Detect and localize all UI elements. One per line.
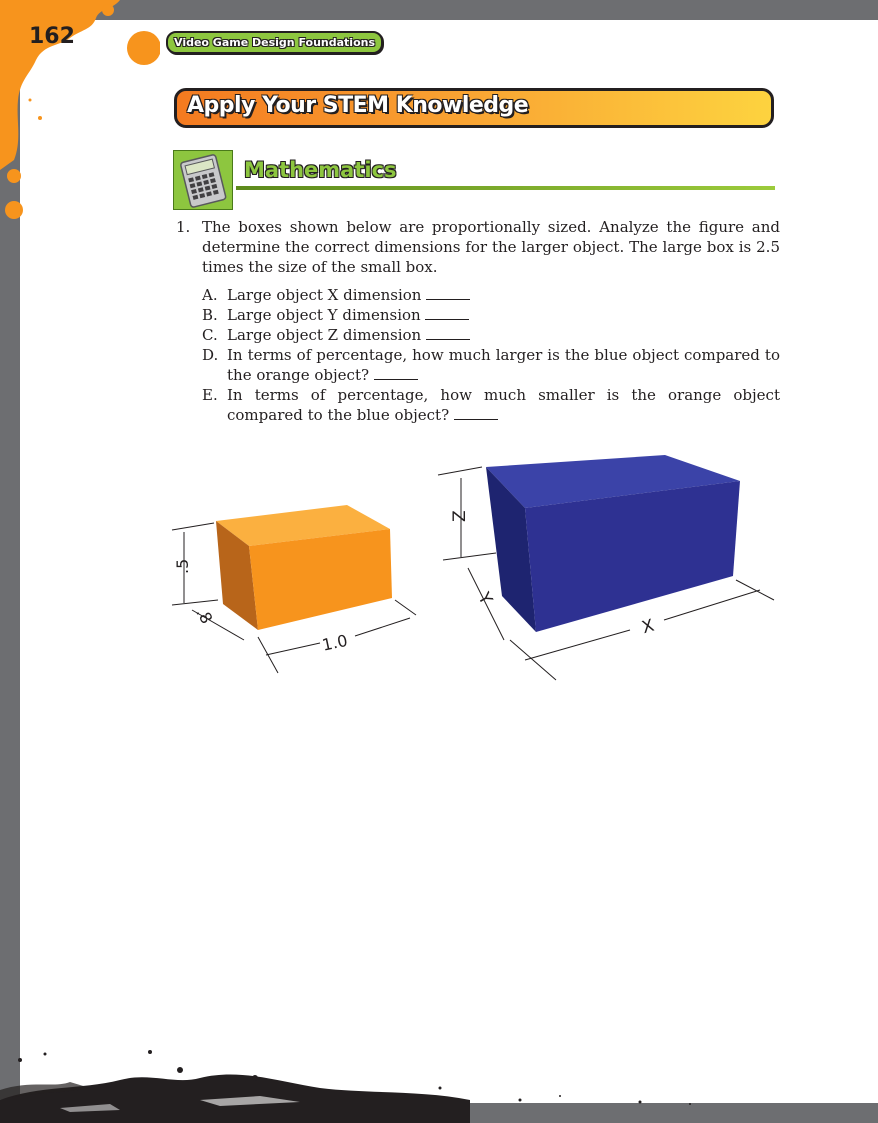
large-box-depth-label: Y (473, 589, 496, 609)
question-1 (176, 217, 780, 425)
sub-question-text: Large object Z dimension (227, 326, 422, 344)
page-number: 162 (29, 24, 75, 49)
small-box-height-label: .5 (173, 558, 192, 574)
sub-question-text: Large object Y dimension (227, 306, 421, 324)
sub-question-list (176, 285, 780, 425)
question-text: The boxes shown below are proportionally sized. Analyze the figure and determine the correct dimensions for the larger object. The large box is 2.5 times the size of the small box. (202, 218, 780, 276)
sub-question-letter: E. (202, 386, 218, 404)
question-number: 1. (176, 218, 191, 236)
answer-blank[interactable] (374, 365, 418, 380)
sub-question-b (176, 305, 780, 325)
sub-question-letter: A. (202, 286, 218, 304)
sub-question-c (176, 325, 780, 345)
small-box-width-label: 1.0 (320, 630, 350, 655)
sub-question-e (176, 385, 780, 425)
sub-question-a (176, 285, 780, 305)
answer-blank[interactable] (454, 405, 498, 420)
sub-question-letter: C. (202, 326, 218, 344)
answer-blank[interactable] (425, 305, 469, 320)
small-box-depth-label: .8 (192, 604, 217, 628)
sub-question-d (176, 345, 780, 385)
subject-title: Mathematics (244, 158, 397, 182)
orange-paint-splatter (0, 0, 160, 230)
sub-question-letter: D. (202, 346, 219, 364)
stem-knowledge-banner (174, 88, 774, 128)
calculator-icon (173, 150, 233, 210)
proportional-boxes-figure (170, 450, 778, 685)
banner-title: Apply Your STEM Knowledge (187, 93, 529, 118)
large-box-height-label: Z (450, 510, 470, 522)
large-box-width-label: X (639, 615, 657, 639)
sub-question-text: In terms of percentage, how much smaller is the orange object compared to the blue object? (227, 386, 780, 424)
large-blue-box (486, 455, 740, 632)
answer-blank[interactable] (426, 285, 470, 300)
answer-blank[interactable] (426, 325, 470, 340)
sub-question-text: In terms of percentage, how much larger is the blue object compared to the orange object? (227, 346, 780, 384)
small-orange-box (216, 505, 392, 630)
bottom-grunge-decoration (0, 1030, 878, 1123)
sub-question-text: Large object X dimension (227, 286, 422, 304)
subject-underline (236, 186, 775, 190)
running-head-badge: Video Game Design Foundations (166, 31, 383, 54)
sub-question-letter: B. (202, 306, 218, 324)
